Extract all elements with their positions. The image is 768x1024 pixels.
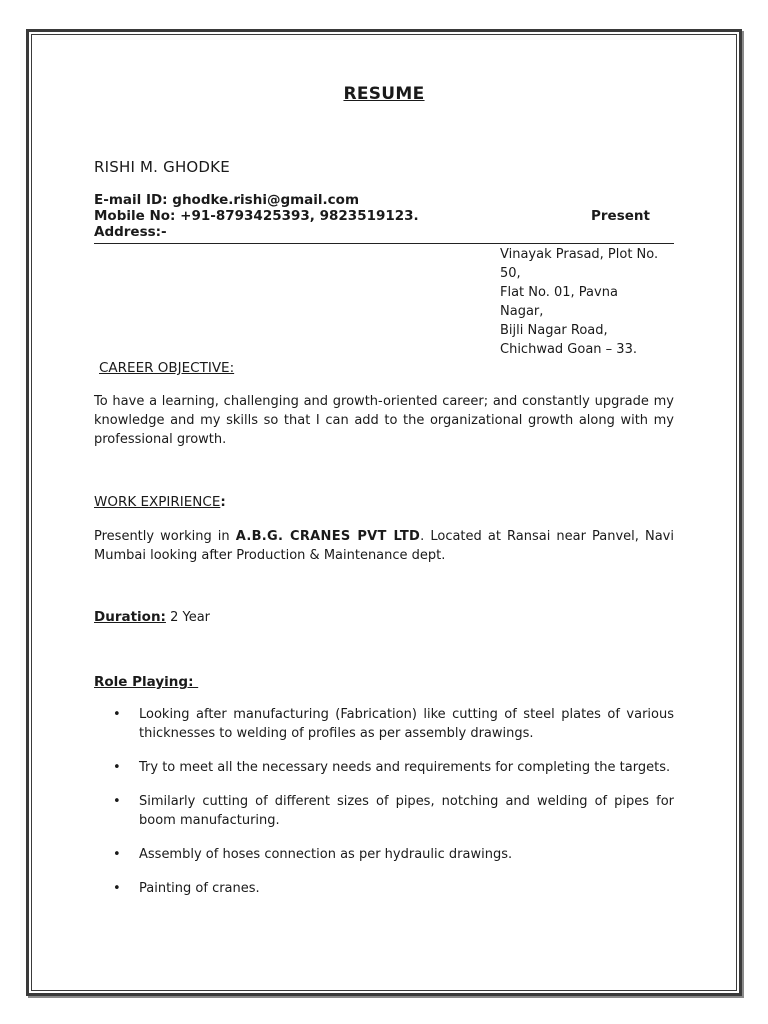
work-experience-heading-text: WORK EXPIRIENCE: [94, 494, 221, 510]
list-item-text: Painting of cranes.: [139, 881, 260, 896]
bullet-icon: •: [113, 881, 121, 896]
address-line: Flat No. 01, Pavna: [500, 285, 618, 300]
list-item: [94, 758, 674, 777]
list-item: [94, 845, 674, 864]
work-experience-heading: [94, 494, 226, 510]
header-divider: [94, 243, 674, 244]
candidate-name: RISHI M. GHODKE: [94, 158, 230, 176]
duration-label: Duration:: [94, 609, 166, 625]
career-objective-text: To have a learning, challenging and growth-oriented career; and constantly upgrade my knowledge and my skills so that I can add to the organizational growth along with my professional growth.: [94, 394, 674, 447]
work-text-after: . Located at Ransai near Panvel, Navi Mumbai looking after Production & Maintenance dept.: [94, 529, 674, 563]
duration-value: 2 Year: [165, 610, 211, 625]
address-line: 50,: [500, 266, 521, 281]
address-label: Address:-: [94, 224, 167, 240]
address-line: Chichwad Goan – 33.: [500, 342, 637, 357]
list-item: [94, 705, 674, 743]
bullet-icon: •: [113, 707, 121, 722]
bullet-icon: •: [113, 794, 121, 809]
list-item-text: Assembly of hoses connection as per hydraulic drawings.: [139, 847, 513, 862]
present-label: Present: [591, 208, 650, 224]
mobile-line: Mobile No: +91-8793425393, 9823519123.: [94, 208, 419, 224]
present-address: [500, 245, 678, 359]
address-line: Nagar,: [500, 304, 544, 319]
role-list: [94, 705, 674, 913]
address-line: Bijli Nagar Road,: [500, 323, 608, 338]
bullet-icon: •: [113, 847, 121, 862]
work-experience-text: [94, 527, 674, 565]
work-experience-heading-colon: :: [220, 494, 226, 510]
career-objective-heading: CAREER OBJECTIVE:: [99, 360, 235, 376]
role-heading: Role Playing:: [94, 674, 199, 690]
work-text-before: Presently working in: [94, 529, 236, 544]
list-item: [94, 792, 674, 830]
list-item: [94, 879, 674, 898]
document-title: RESUME: [343, 84, 425, 104]
bullet-icon: •: [113, 760, 121, 775]
company-name: A.B.G. CRANES PVT LTD: [235, 529, 421, 544]
list-item-text: Looking after manufacturing (Fabrication) like cutting of steel plates of various thicknesses to welding of profiles as per assembly drawings.: [139, 707, 674, 741]
list-item-text: Similarly cutting of different sizes of pipes, notching and welding of pipes for boom manufacturing.: [139, 794, 674, 828]
duration-line: [94, 609, 210, 625]
email-line: E-mail ID: ghodke.rishi@gmail.com: [94, 192, 360, 208]
list-item-text: Try to meet all the necessary needs and requirements for completing the targets.: [139, 760, 671, 775]
address-line: Vinayak Prasad, Plot No.: [500, 247, 659, 262]
